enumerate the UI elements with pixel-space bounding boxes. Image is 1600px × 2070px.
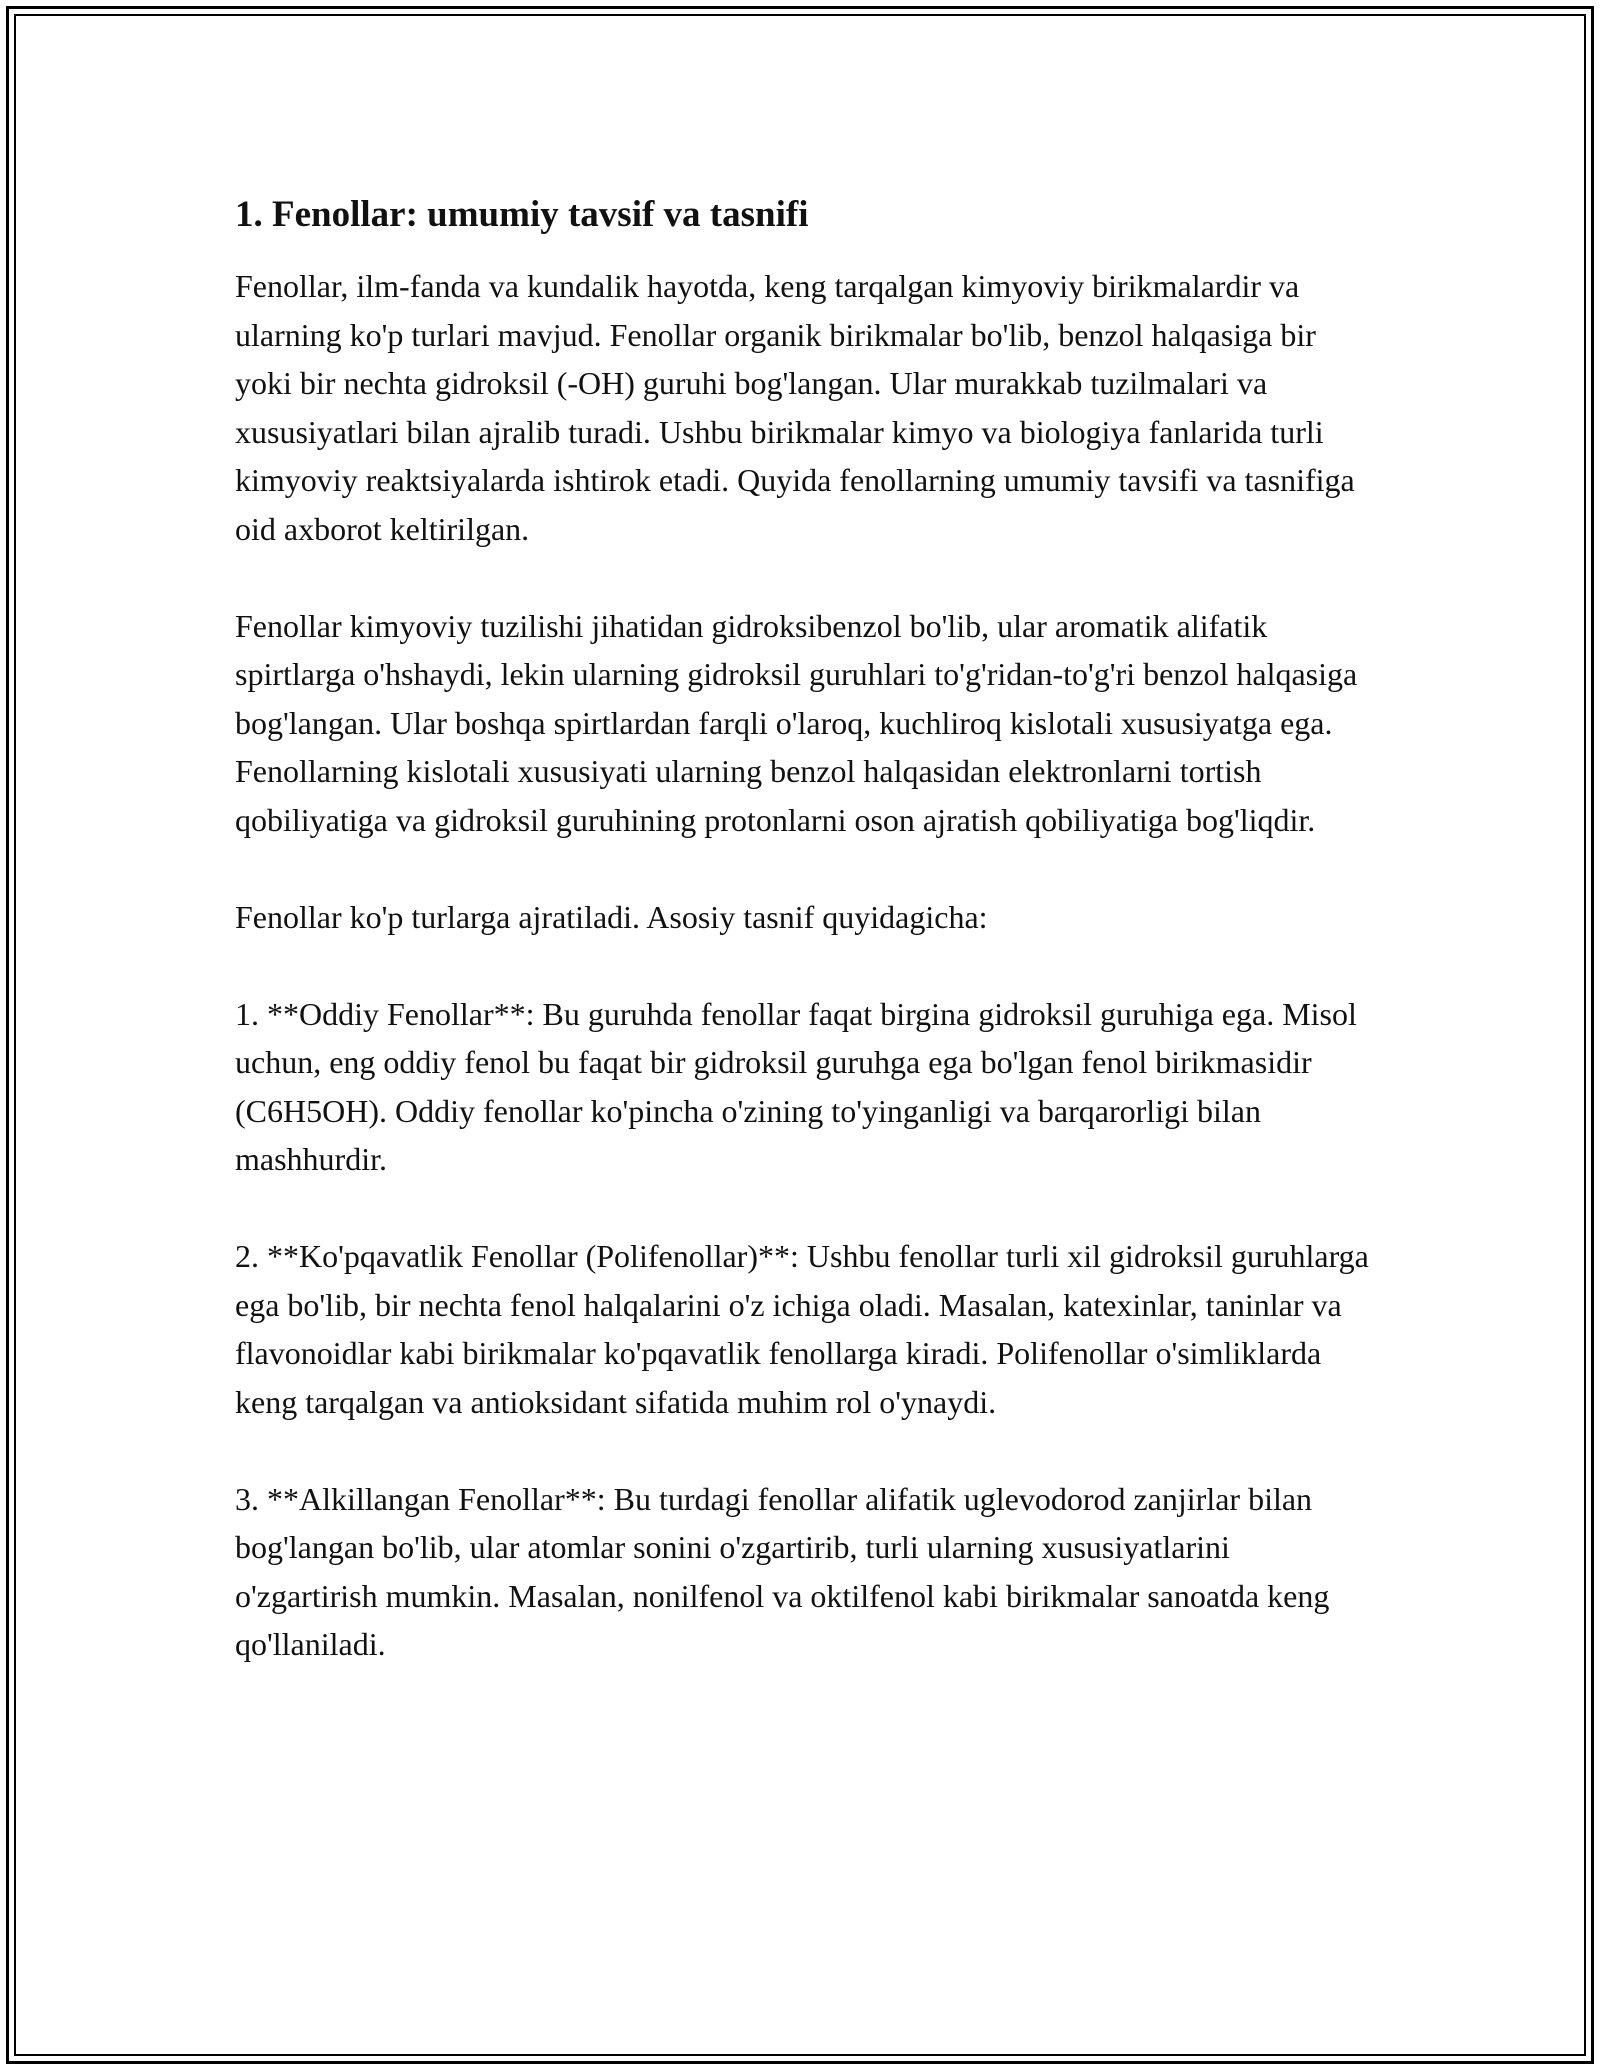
paragraph-simple-phenols: 1. **Oddiy Fenollar**: Bu guruhda fenollar faqat birgina gidroksil guruhiga ega. Misol uchun, eng oddiy fenol bu faqat bir gidroksil guruhga ega bo'lgan fenol birikmasidir (C6H5OH). Oddiy fenollar ko'pincha o'zining to'yinganligi va barqarorligi bilan mashhurdir. bbox=[235, 995, 1357, 1177]
section-title: 1. Fenollar: umumiy tavsif va tasnifi bbox=[235, 194, 809, 235]
paragraph-structure: Fenollar kimyoviy tuzilishi jihatidan gidroksibenzol bo'lib, ular aromatik alifatik spirtlarga o'hshaydi, lekin ularning gidroksil guruhlari to'g'ridan-to'g'ri benzol halqasiga bog'langan. Ular boshqa spirtlardan farqli o'laroq, kuchliroq kislotali xususiyatga ega. Fenollarning kislotali xususiyati ularning benzol halqasidan elektronlarni tortish qobiliyatiga va gidroksil guruhining protonlarni oson ajratish qobiliyatiga bog'liqdir. bbox=[235, 607, 1358, 838]
document-body bbox=[235, 188, 1375, 1669]
paragraph-classification-intro: Fenollar ko'p turlarga ajratiladi. Asosiy tasnif quyidagicha: bbox=[235, 898, 988, 935]
paragraph-alkylated-phenols: 3. **Alkillangan Fenollar**: Bu turdagi fenollar alifatik uglevodorod zanjirlar bilan bog'langan bo'lib, ular atomlar sonini o'zgartirib, turli ularning xususiyatlarini o'zgartirish mumkin. Masalan, nonilfenol va oktilfenol kabi birikmalar sanoatda keng qo'llaniladi. bbox=[235, 1480, 1330, 1662]
paragraph-intro: Fenollar, ilm-fanda va kundalik hayotda, keng tarqalgan kimyoviy birikmalardir va ularning ko'p turlari mavjud. Fenollar organik birikmalar bo'lib, benzol halqasiga bir yoki bir nechta gidroksil (-OH) guruhi bog'langan. Ular murakkab tuzilmalari va xususiyatlari bilan ajralib turadi. Ushbu birikmalar kimyo va biologiya fanlarida turli kimyoviy reaktsiyalarda ishtirok etadi. Quyida fenollarning umumiy tavsifi va tasnifiga oid axborot keltirilgan. bbox=[235, 268, 1355, 547]
paragraph-polyphenols: 2. **Ko'pqavatlik Fenollar (Polifenollar)**: Ushbu fenollar turli xil gidroksil guruhlarga ega bo'lib, bir nechta fenol halqalarini o'z ichiga oladi. Masalan, katexinlar, taninlar va flavonoidlar kabi birikmalar ko'pqavatlik fenollarga kiradi. Polifenollar o'simliklarda keng tarqalgan va antioksidant sifatida muhim rol o'ynaydi. bbox=[235, 1238, 1369, 1420]
